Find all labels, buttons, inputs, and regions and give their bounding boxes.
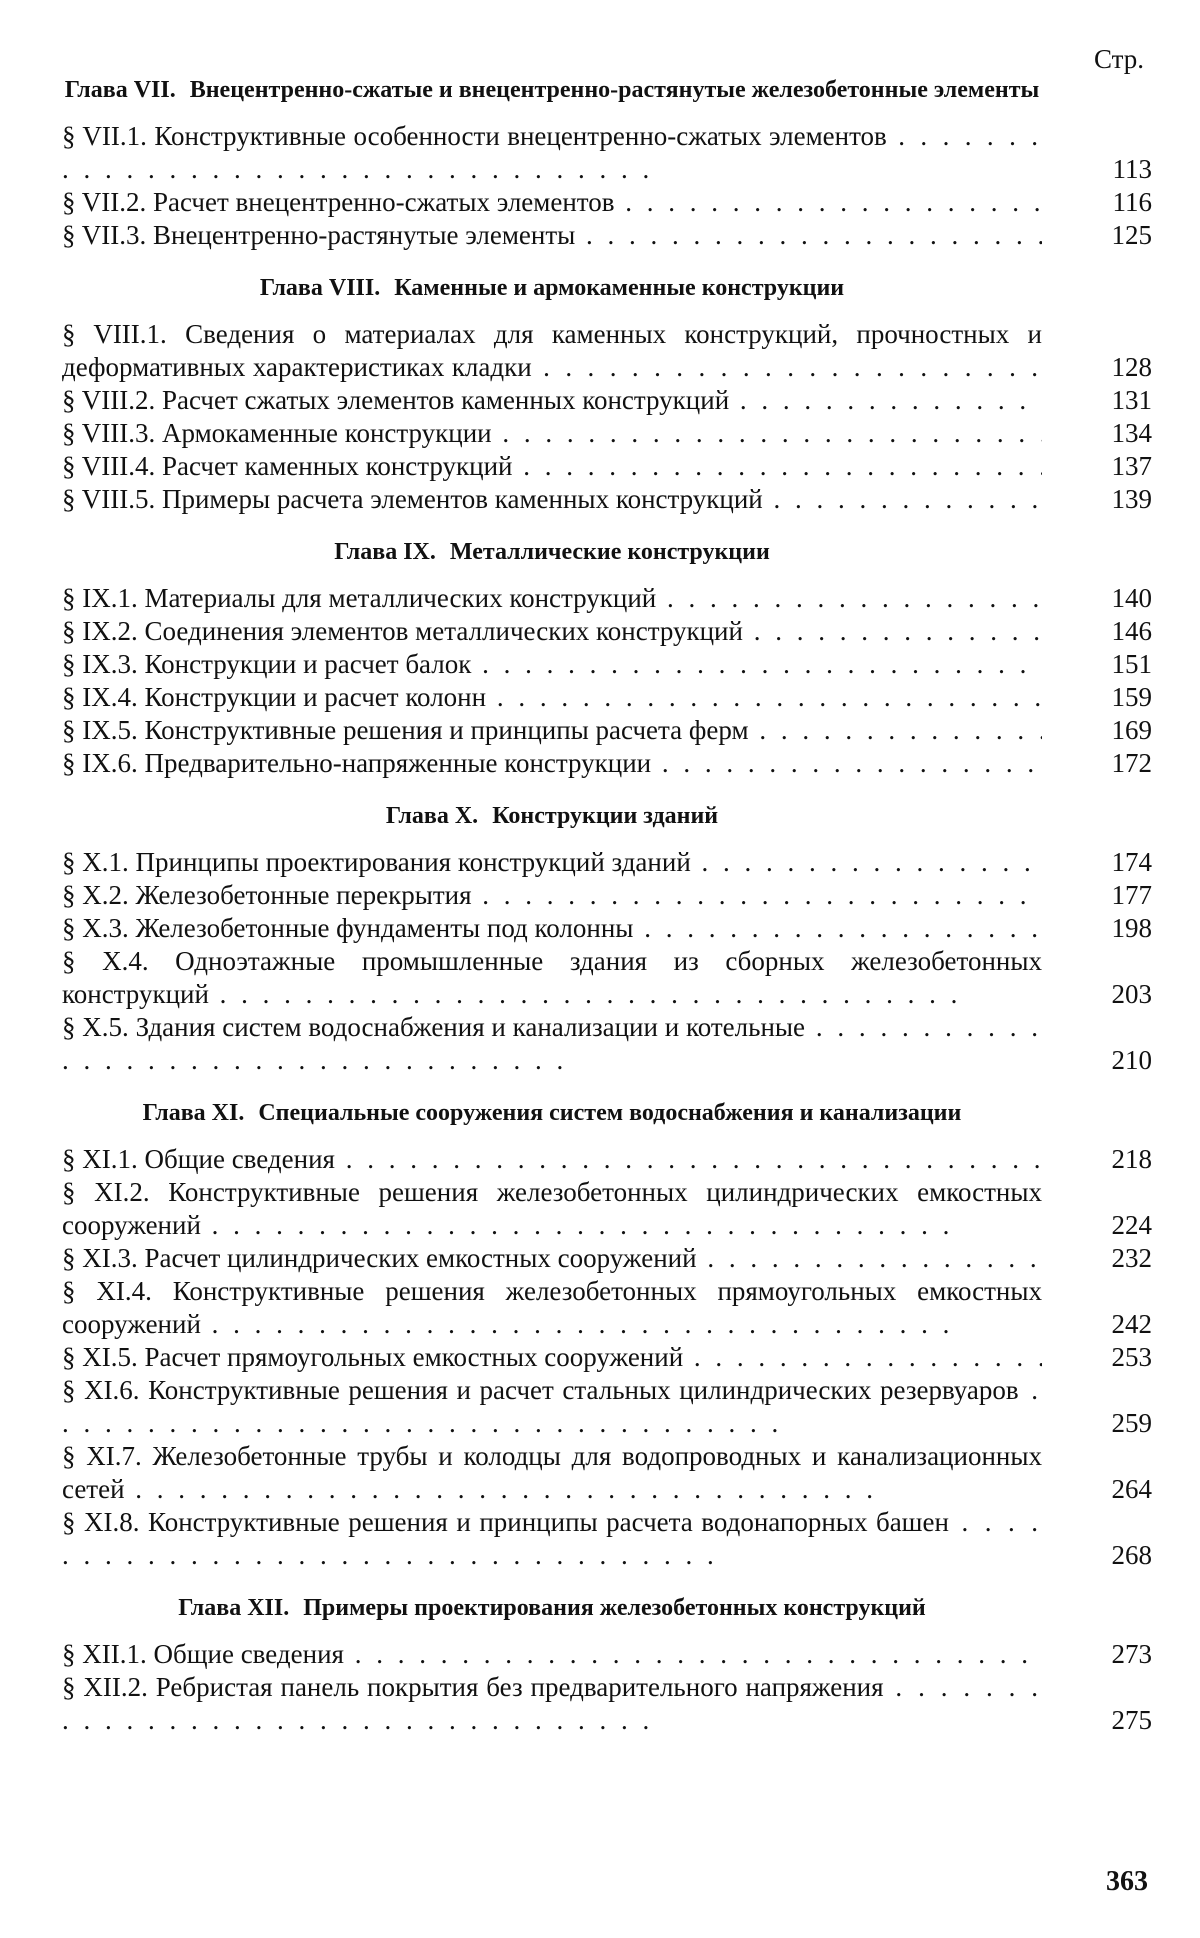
- toc-entry-title: § XI.6. Конструктивные решения и расчет стальных цилиндрических резервуаров . . .: [62, 1374, 1042, 1440]
- chapter-label: Глава IX.: [334, 539, 436, 565]
- chapter-label: Глава VIII.: [259, 275, 381, 301]
- toc-entry-title: § IX.2. Соединения элементов металлических конструкций . . .: [62, 615, 1042, 648]
- toc-entry-title: § XII.1. Общие сведения . . .: [62, 1638, 1042, 1671]
- toc-entry-page: 169: [1111, 715, 1152, 745]
- toc-entry: [62, 846, 1152, 879]
- toc-entry-page: 232: [1111, 1243, 1152, 1273]
- toc-entry: [62, 186, 1152, 219]
- toc-entry-title: § XI.8. Конструктивные решения и принципы расчета водонапорных башен . . .: [62, 1506, 1042, 1572]
- chapter-title: Каменные и армокаменные конструкции: [394, 275, 845, 301]
- toc-entry: [62, 417, 1152, 450]
- chapter-label: Глава X.: [385, 803, 479, 829]
- toc-entry-page: 146: [1111, 616, 1152, 646]
- toc-entry-page: 224: [1111, 1210, 1152, 1240]
- toc-entry-page: 125: [1111, 220, 1152, 250]
- toc-entry-page: 128: [1111, 352, 1152, 382]
- toc-entry: [62, 1242, 1152, 1275]
- toc-entry: [62, 615, 1152, 648]
- toc-entry-page: 203: [1111, 979, 1152, 1009]
- toc-entry-page: 177: [1111, 880, 1152, 910]
- toc-entry-page: 218: [1111, 1144, 1152, 1174]
- toc-entry-title: § XI.7. Железобетонные трубы и колодцы для водопроводных и канализационных сетей . . .: [62, 1440, 1042, 1506]
- toc-entry-title: § VII.2. Расчет внецентренно-сжатых элементов . . .: [62, 186, 1042, 219]
- page-column-label: Стр.: [1093, 44, 1144, 74]
- toc-entry: [62, 483, 1152, 516]
- toc-entry: [62, 1176, 1152, 1242]
- toc-entry-title: § IX.1. Материалы для металлических конструкций . . .: [62, 582, 1042, 615]
- toc-entry: [62, 681, 1152, 714]
- toc-entry-page: 131: [1111, 385, 1152, 415]
- chapter-heading: [62, 274, 1152, 302]
- toc-entry-title: § XI.2. Конструктивные решения железобетонных цилиндрических емкостных сооружений . . .: [62, 1176, 1042, 1242]
- chapter-label: Глава XII.: [178, 1595, 290, 1621]
- chapter-heading: [62, 76, 1152, 104]
- toc-entry-page: 116: [1112, 187, 1152, 217]
- toc-entry: [62, 219, 1152, 252]
- toc-entry-page: 137: [1111, 451, 1152, 481]
- toc-entry-title: § VII.3. Внецентренно-растянутые элементы . . .: [62, 219, 1042, 252]
- toc-entry: [62, 1374, 1152, 1440]
- toc-entry-title: § XII.2. Ребристая панель покрытия без предварительного напряжения . . .: [62, 1671, 1042, 1737]
- toc-entry: [62, 1011, 1152, 1077]
- toc-entry-page: 273: [1111, 1639, 1152, 1669]
- toc-entry-title: § XI.1. Общие сведения . . .: [62, 1143, 1042, 1176]
- toc-entry-title: § X.3. Железобетонные фундаменты под колонны . . .: [62, 912, 1042, 945]
- toc-entry-title: § VIII.3. Армокаменные конструкции . . .: [62, 417, 1042, 450]
- toc-entry-page: 159: [1111, 682, 1152, 712]
- chapter-label: Глава XI.: [142, 1100, 245, 1126]
- toc-entry-page: 253: [1111, 1342, 1152, 1372]
- toc-entry: [62, 912, 1152, 945]
- chapter-label: Глава VII.: [64, 77, 176, 103]
- toc-entry-page: 259: [1111, 1408, 1152, 1438]
- toc-entry-page: 151: [1111, 649, 1152, 679]
- chapter-title: Примеры проектирования железобетонных конструкций: [303, 1595, 926, 1621]
- toc-entry-page: 113: [1112, 154, 1152, 184]
- chapter-heading: [62, 538, 1152, 566]
- toc-entry-title: § IX.5. Конструктивные решения и принципы расчета ферм . . .: [62, 714, 1042, 747]
- toc-entry-title: § IX.4. Конструкции и расчет колонн . . .: [62, 681, 1042, 714]
- toc-entry: [62, 648, 1152, 681]
- toc-entry-title: § VII.1. Конструктивные особенности внецентренно-сжатых элементов . . .: [62, 120, 1042, 186]
- chapter-heading: [62, 1594, 1152, 1622]
- toc-entry-page: 134: [1111, 418, 1152, 448]
- toc-entry-title: § X.4. Одноэтажные промышленные здания из сборных железобетонных конструкций . . .: [62, 945, 1042, 1011]
- toc-entry-title: § VIII.4. Расчет каменных конструкций . . .: [62, 450, 1042, 483]
- toc-entry: [62, 714, 1152, 747]
- sheet-page-number: 363: [1106, 1866, 1148, 1897]
- toc-entry-page: 172: [1111, 748, 1152, 778]
- chapter-title: Металлические конструкции: [449, 539, 770, 565]
- toc-entry: [62, 879, 1152, 912]
- toc-entry: [62, 1638, 1152, 1671]
- toc-entry-page: 139: [1111, 484, 1152, 514]
- toc-entry: [62, 1440, 1152, 1506]
- toc-entry: [62, 384, 1152, 417]
- toc-entry-title: § X.1. Принципы проектирования конструкций зданий . . .: [62, 846, 1042, 879]
- toc-entry-title: § VIII.2. Расчет сжатых элементов каменных конструкций . . .: [62, 384, 1042, 417]
- toc-entry: [62, 1275, 1152, 1341]
- chapter-title: Специальные сооружения систем водоснабжения и канализации: [258, 1100, 962, 1126]
- toc-entry-title: § X.2. Железобетонные перекрытия . . .: [62, 879, 1042, 912]
- toc-page: [62, 40, 1152, 1910]
- toc-entry: [62, 120, 1152, 186]
- toc-entry-title: § XI.5. Расчет прямоугольных емкостных сооружений . . .: [62, 1341, 1042, 1374]
- toc-entry: [62, 450, 1152, 483]
- toc-entry-title: § XI.3. Расчет цилиндрических емкостных сооружений . . .: [62, 1242, 1042, 1275]
- toc-entry-page: 174: [1111, 847, 1152, 877]
- toc-entry-title: § IX.3. Конструкции и расчет балок . . .: [62, 648, 1042, 681]
- toc-entry-page: 198: [1111, 913, 1152, 943]
- toc-entry-page: 268: [1111, 1540, 1152, 1570]
- toc-entry-title: § IX.6. Предварительно-напряженные конструкции . . .: [62, 747, 1042, 780]
- toc-entry-page: 140: [1111, 583, 1152, 613]
- table-of-contents: [62, 40, 1152, 1737]
- chapter-title: Внецентренно-сжатые и внецентренно-растянутые железобетонные элементы: [189, 77, 1040, 103]
- toc-entry-page: 264: [1111, 1474, 1152, 1504]
- toc-entry: [62, 318, 1152, 384]
- toc-entry: [62, 747, 1152, 780]
- toc-entry-page: 210: [1111, 1045, 1152, 1075]
- toc-entry: [62, 1341, 1152, 1374]
- chapter-heading: [62, 1099, 1152, 1127]
- toc-entry-title: § X.5. Здания систем водоснабжения и канализации и котельные . . .: [62, 1011, 1042, 1077]
- chapter-heading: [62, 802, 1152, 830]
- toc-entry: [62, 945, 1152, 1011]
- toc-entry: [62, 1671, 1152, 1737]
- toc-entry: [62, 1143, 1152, 1176]
- chapter-title: Конструкции зданий: [492, 803, 719, 829]
- toc-entry: [62, 1506, 1152, 1572]
- toc-entry-title: § VIII.1. Сведения о материалах для каменных конструкций, прочностных и деформативных характеристиках кладки . . .: [62, 318, 1042, 384]
- toc-entry: [62, 582, 1152, 615]
- toc-entry-title: § XI.4. Конструктивные решения железобетонных прямоугольных емкостных сооружений . . .: [62, 1275, 1042, 1341]
- toc-entry-page: 242: [1111, 1309, 1152, 1339]
- toc-entry-page: 275: [1111, 1705, 1152, 1735]
- toc-entry-title: § VIII.5. Примеры расчета элементов каменных конструкций . . .: [62, 483, 1042, 516]
